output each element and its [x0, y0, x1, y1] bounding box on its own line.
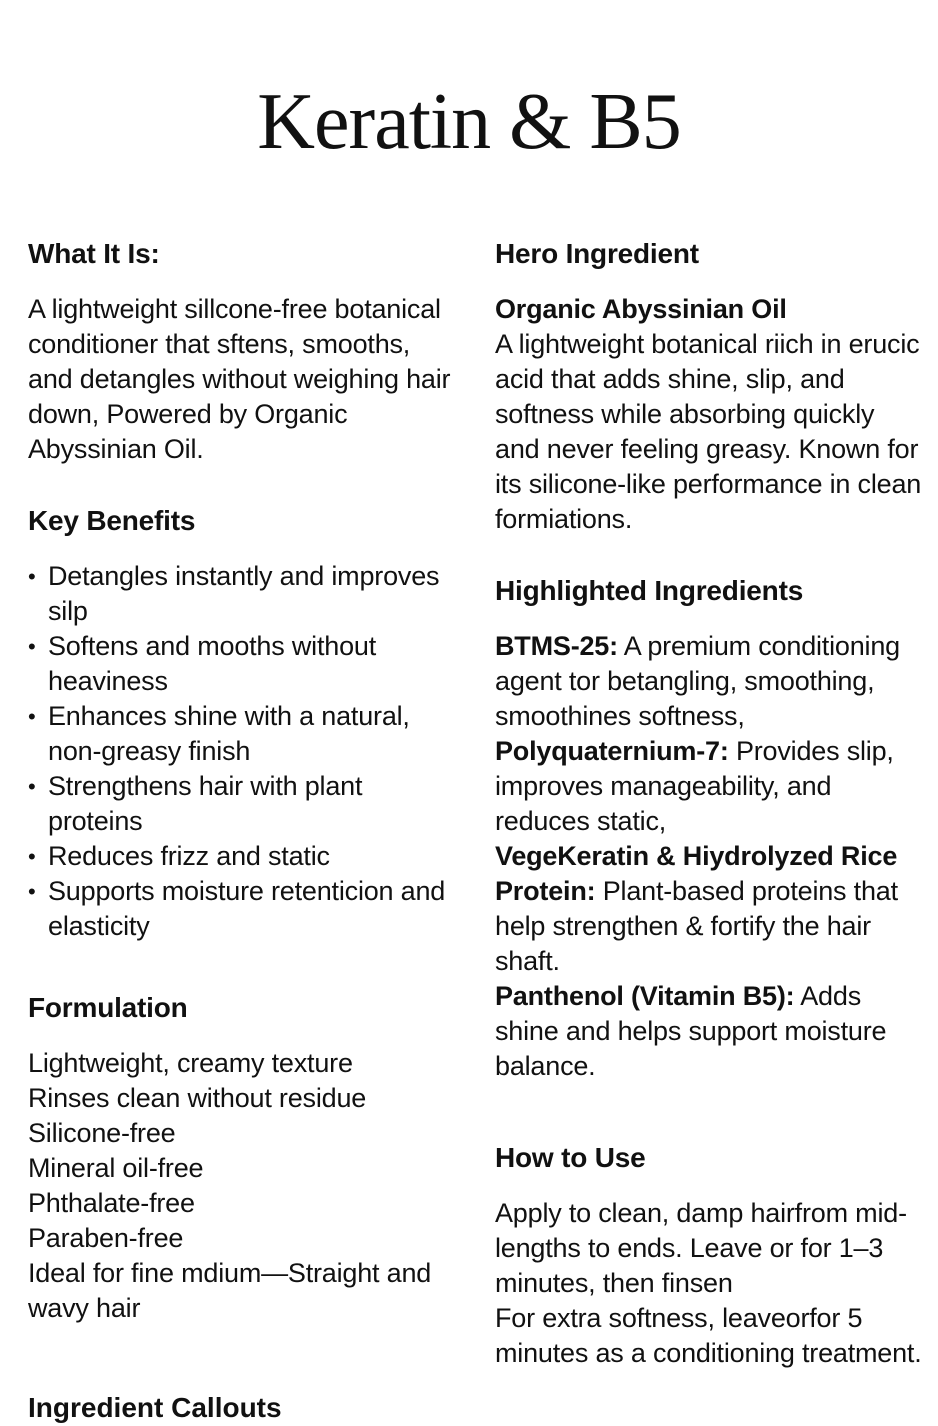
how-to-use-heading: How to Use: [495, 1142, 646, 1173]
list-item: • Strengthens hair with plant proteins: [28, 771, 363, 836]
ingredient-name: Panthenol (Vitamin B5):: [495, 981, 795, 1011]
formulation-section: [28, 990, 458, 1326]
formulation-line: Mineral oil-free: [28, 1153, 204, 1183]
ingredient-desc: Adds shine and helps support moisture balance.: [495, 981, 887, 1081]
key-benefits-section: [28, 503, 458, 944]
hero-ingredient-name: Organic Abyssinian Oil: [495, 294, 787, 324]
list-item: • Detangles instantly and improves silp: [28, 561, 440, 626]
ingredient-desc: Provides slip, improves manageability, and reduces static,: [495, 736, 894, 836]
ingredient-name: Polyquaternium-7:: [495, 736, 729, 766]
what-it-is-heading: What It Is:: [28, 238, 160, 269]
how-to-use-section: [495, 1140, 925, 1371]
hero-ingredient-text: A lightweight botanical riich in erucic acid that adds shine, slip, and softness while absorbing quickly and never feeling greasy. Known for its silicone-like performance in clean formiations.: [495, 329, 922, 534]
ingredient-item: [495, 629, 925, 734]
bullet-icon: •: [28, 634, 36, 659]
formulation-line: Rinses clean without residue: [28, 1083, 367, 1113]
formulation-line: Paraben-free: [28, 1223, 184, 1253]
right-column: [495, 236, 925, 1371]
left-column: [28, 236, 458, 1326]
bullet-icon: •: [28, 844, 36, 869]
formulation-line: Ideal for fine mdium—Straight and wavy hair: [28, 1258, 432, 1323]
ingredient-desc: A premium conditioning agent tor betangling, smoothing, smoothines softness,: [495, 631, 900, 731]
ingredient-name: BTMS-25:: [495, 631, 618, 661]
hero-ingredient-section: [495, 236, 925, 537]
hero-ingredient-heading: Hero Ingredient: [495, 238, 699, 269]
bullet-icon: •: [28, 704, 36, 729]
formulation-line: Lightweight, creamy texture: [28, 1048, 353, 1078]
list-item: • Softens and mooths without heaviness: [28, 631, 377, 696]
bullet-icon: •: [28, 879, 36, 904]
key-benefits-heading: Key Benefits: [28, 505, 196, 536]
bullet-icon: •: [28, 564, 36, 589]
bullet-icon: •: [28, 774, 36, 799]
page-title: Keratin & B5: [257, 78, 681, 166]
formulation-line: Phthalate-free: [28, 1188, 195, 1218]
ingredient-callouts-heading: Ingredient Callouts: [28, 1392, 282, 1423]
how-to-use-extra-text: For extra softness, leaveorfor 5 minutes as a conditioning treatment.: [495, 1303, 922, 1368]
ingredient-item: [495, 734, 925, 839]
how-to-use-text: Apply to clean, damp hairfrom mid-lengths to ends. Leave or for 1–3 minutes, then finsen: [495, 1198, 907, 1298]
list-item: • Reduces frizz and static: [28, 839, 458, 874]
what-it-is-section: [28, 236, 458, 467]
formulation-heading: Formulation: [28, 992, 188, 1023]
list-item: • Enhances shine with a natural, non-greasy finish: [28, 701, 410, 766]
highlighted-ingredients-section: [495, 573, 925, 1084]
highlighted-ingredients-heading: Highlighted Ingredients: [495, 575, 804, 606]
ingredient-name: VegeKeratin & Hiydrolyzed Rice Protein:: [495, 841, 898, 906]
ingredient-item: [495, 979, 925, 1084]
ingredient-desc: Plant-based proteins that help strengthen & fortify the hair shaft.: [495, 876, 898, 976]
list-item: • Supports moisture retenticion and elasticity: [28, 876, 446, 941]
formulation-line: Silicone-free: [28, 1118, 176, 1148]
what-it-is-text: A lightweight sillcone-free botanical conditioner that sftens, smooths, and detangles without weighing hair down, Powered by Organic Abyssinian Oil.: [28, 294, 451, 464]
ingredient-item: [495, 839, 925, 979]
key-benefits-list: [28, 559, 458, 944]
